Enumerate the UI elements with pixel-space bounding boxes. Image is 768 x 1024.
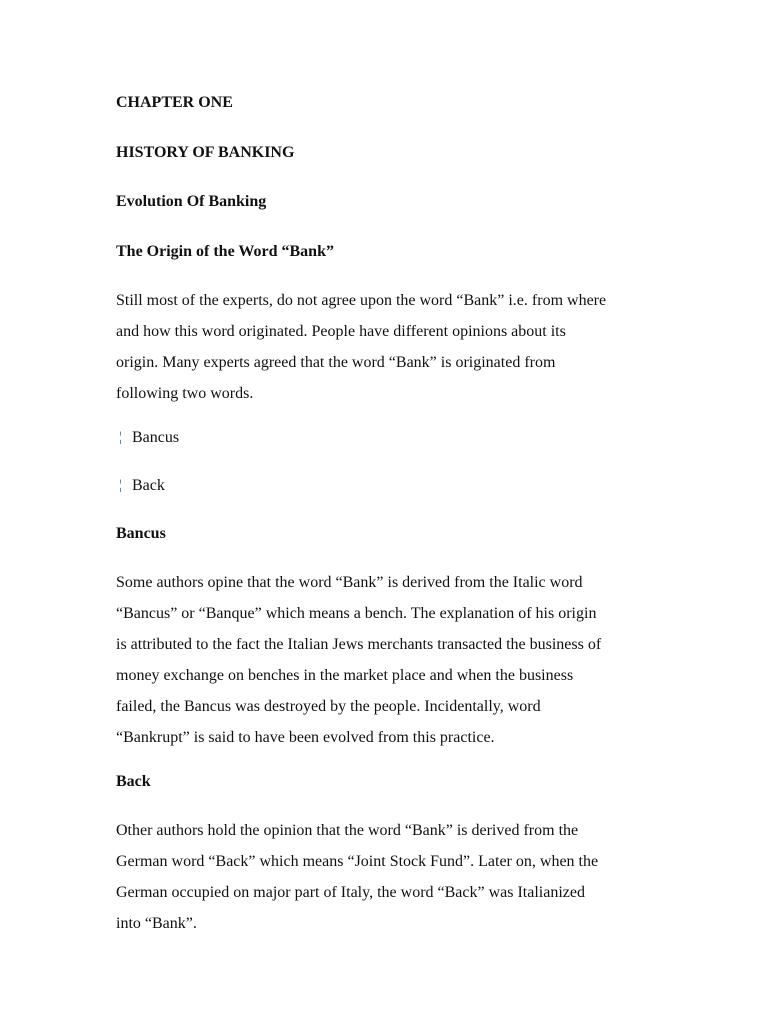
back-heading: Back (116, 772, 151, 790)
list-item (116, 427, 686, 449)
paragraph-line: money exchange on benches in the market place and when the business (116, 666, 574, 684)
paragraph-line: following two words. (116, 384, 254, 402)
document-page (116, 92, 686, 957)
paragraph-line: Other authors hold the opinion that the word “Bank” is derived from the (116, 821, 579, 839)
chapter-subtitle: HISTORY OF BANKING (116, 143, 295, 161)
bancus-heading: Bancus (116, 524, 166, 542)
paragraph-line: Some authors opine that the word “Bank” is derived from the Italic word (116, 573, 583, 591)
list-item (116, 475, 686, 497)
paragraph-line: into “Bank”. (116, 914, 197, 932)
paragraph-line: is attributed to the fact the Italian Jews merchants transacted the business of (116, 635, 602, 653)
paragraph-line: Still most of the experts, do not agree upon the word “Bank” i.e. from where (116, 291, 607, 309)
paragraph-line: origin. Many experts agreed that the word “Bank” is originated from (116, 353, 556, 371)
paragraph-line: German occupied on major part of Italy, the word “Back” was Italianized (116, 883, 585, 901)
paragraph-line: German word “Back” which means “Joint Stock Fund”. Later on, when the (116, 852, 599, 870)
paragraph-line: “Bankrupt” is said to have been evolved from this practice. (116, 728, 495, 746)
paragraph-line: failed, the Bancus was destroyed by the people. Incidentally, word (116, 697, 541, 715)
bullet-icon: ¦ (119, 477, 122, 493)
section-heading: Evolution Of Banking (116, 193, 267, 210)
chapter-title: CHAPTER ONE (116, 94, 233, 111)
intro-paragraph (116, 285, 686, 409)
bancus-paragraph (116, 567, 686, 753)
origin-heading: The Origin of the Word “Bank” (116, 242, 334, 260)
paragraph-line: and how this word originated. People have different opinions about its (116, 322, 566, 340)
paragraph-line: “Bancus” or “Banque” which means a bench. The explanation of his origin (116, 604, 597, 622)
back-paragraph (116, 815, 686, 939)
bullet-icon: ¦ (119, 429, 122, 445)
list-item-label: Bancus (132, 428, 180, 446)
list-item-label: Back (132, 476, 165, 494)
